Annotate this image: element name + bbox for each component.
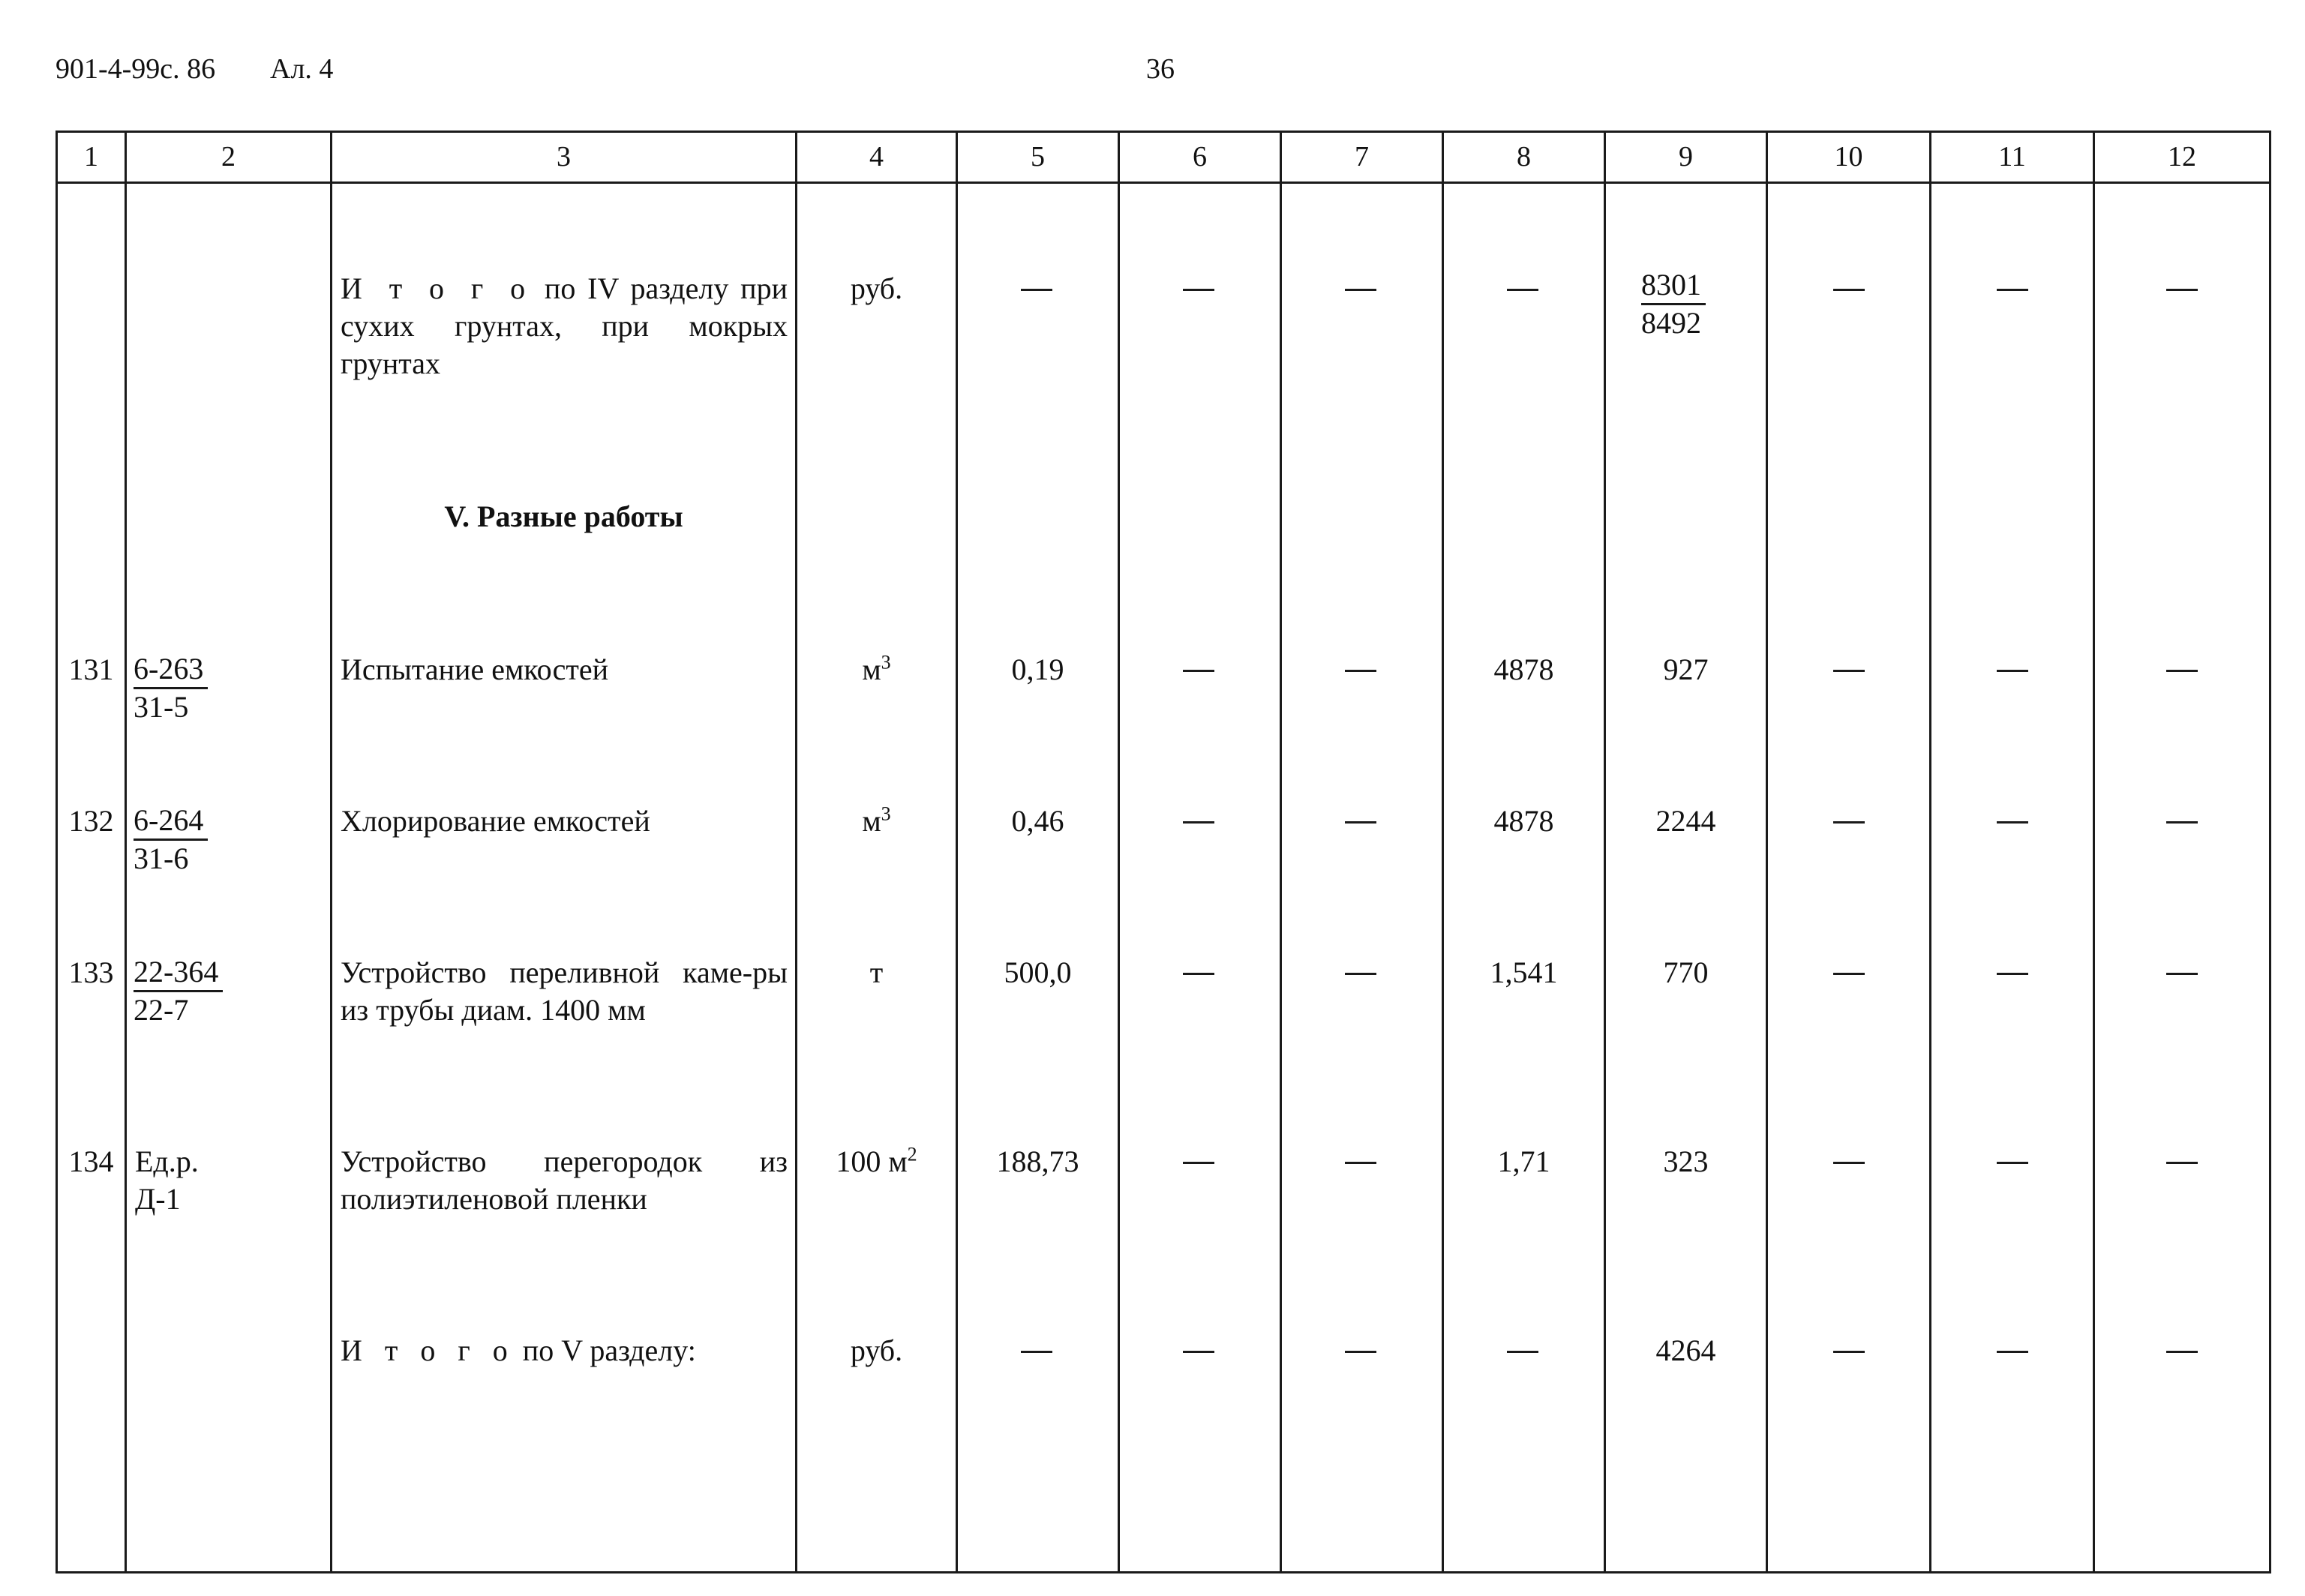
column-header: 11 (1998, 141, 2026, 172)
empty-dash (1997, 1162, 2028, 1164)
subtotal-v-total: 4264 (1655, 1334, 1716, 1367)
row-number: 132 (68, 804, 114, 838)
row-number: 131 (68, 652, 114, 686)
total-cost: 2244 (1655, 804, 1716, 838)
empty-dash (1183, 821, 1214, 824)
unit-cost: 1,71 (1497, 1144, 1550, 1178)
empty-dash (1997, 973, 2028, 975)
empty-dash (1833, 289, 1865, 291)
column-header: 2 (221, 141, 236, 172)
column-header: 3 (557, 141, 571, 172)
column-divider (2093, 130, 2095, 1574)
empty-dash (1183, 1162, 1214, 1164)
quantity: 0,19 (1011, 652, 1064, 686)
empty-dash (1021, 289, 1052, 291)
sheet-label: Ал. 4 (270, 53, 334, 85)
quantity: 188,73 (996, 1144, 1079, 1178)
unit: $м^3$ (862, 802, 891, 838)
column-header: 1 (84, 141, 98, 172)
empty-dash (1997, 670, 2028, 672)
subtotal-v-unit: руб. (850, 1334, 903, 1367)
row-number: 133 (68, 956, 114, 989)
work-name: Хлорирование емкостей (341, 804, 650, 838)
column-header: 8 (1517, 141, 1531, 172)
empty-dash (2166, 821, 2198, 824)
price-code: Ед.р. Д-1 (135, 1144, 199, 1216)
empty-dash (1833, 1162, 1865, 1164)
column-header: 5 (1031, 141, 1045, 172)
subtotal-iv-label: И т о г о по IV разделу при сухих грунтах, при мокрых грунтах (341, 272, 788, 380)
unit: т (869, 956, 884, 989)
column-header: 6 (1193, 141, 1207, 172)
price-code: $\frac{22-364}{22-7}$ (134, 954, 223, 1028)
price-code: $\frac{6-263}{31-5}$ (134, 651, 208, 725)
column-divider (1280, 130, 1282, 1574)
empty-dash (1507, 1351, 1538, 1353)
quantity: 500,0 (1004, 956, 1072, 989)
total-cost: 770 (1663, 956, 1709, 989)
work-name: Устройство перегородок из полиэтиленовой пленки (341, 1144, 788, 1216)
empty-dash (1183, 670, 1214, 672)
price-code: $\frac{6-264}{31-6}$ (134, 802, 208, 877)
total-cost: 927 (1663, 652, 1709, 686)
empty-dash (1183, 1351, 1214, 1353)
empty-dash (2166, 1162, 2198, 1164)
empty-dash (2166, 1351, 2198, 1353)
column-header: 9 (1679, 141, 1693, 172)
empty-dash (1997, 1351, 2028, 1353)
empty-dash (2166, 670, 2198, 672)
column-header: 7 (1355, 141, 1369, 172)
empty-dash (1833, 670, 1865, 672)
total-cost: 323 (1663, 1144, 1709, 1178)
column-header: 4 (869, 141, 884, 172)
empty-dash (1833, 1351, 1865, 1353)
column-divider (1442, 130, 1444, 1574)
row-number: 134 (68, 1144, 114, 1178)
empty-dash (1345, 289, 1376, 291)
column-divider (330, 130, 332, 1574)
quantity: 0,46 (1011, 804, 1064, 838)
empty-dash (1183, 289, 1214, 291)
empty-dash (1345, 1351, 1376, 1353)
subtotal-iv-wet: 8492 (1641, 306, 1701, 340)
unit-cost: 4878 (1493, 804, 1554, 838)
unit: 100 $м^2$ (836, 1143, 917, 1178)
document-code: 901-4-99с. 86 (56, 53, 216, 85)
column-divider (125, 130, 127, 1574)
header-divider (56, 182, 2271, 184)
empty-dash (1345, 821, 1376, 824)
empty-dash (1507, 289, 1538, 291)
subtotal-iv-unit: руб. (850, 272, 903, 305)
unit-cost: 1,541 (1490, 956, 1558, 989)
subtotal-iv-total-fraction (1641, 267, 1706, 341)
column-header: 10 (1834, 141, 1863, 172)
empty-dash (1183, 973, 1214, 975)
unit: $м^3$ (862, 651, 891, 686)
empty-dash (2166, 289, 2198, 291)
column-divider (1118, 130, 1120, 1574)
subtotal-iv-dry: 8301 (1641, 267, 1706, 305)
column-divider (1766, 130, 1768, 1574)
empty-dash (1345, 1162, 1376, 1164)
column-divider (1929, 130, 1931, 1574)
column-header: 12 (2168, 141, 2196, 172)
empty-dash (1997, 289, 2028, 291)
empty-dash (1997, 821, 2028, 824)
empty-dash (2166, 973, 2198, 975)
work-name: Устройство переливной каме-ры из трубы диам. 1400 мм (341, 956, 788, 1027)
section-title: V. Разные работы (444, 500, 683, 533)
empty-dash (1345, 670, 1376, 672)
work-name: Испытание емкостей (341, 652, 609, 686)
subtotal-v-label: И т о г о по V разделу: (341, 1334, 696, 1367)
page-number: 36 (1146, 53, 1175, 85)
empty-dash (1833, 821, 1865, 824)
empty-dash (1833, 973, 1865, 975)
unit-cost: 4878 (1493, 652, 1554, 686)
column-divider (956, 130, 958, 1574)
empty-dash (1021, 1351, 1052, 1353)
empty-dash (1345, 973, 1376, 975)
